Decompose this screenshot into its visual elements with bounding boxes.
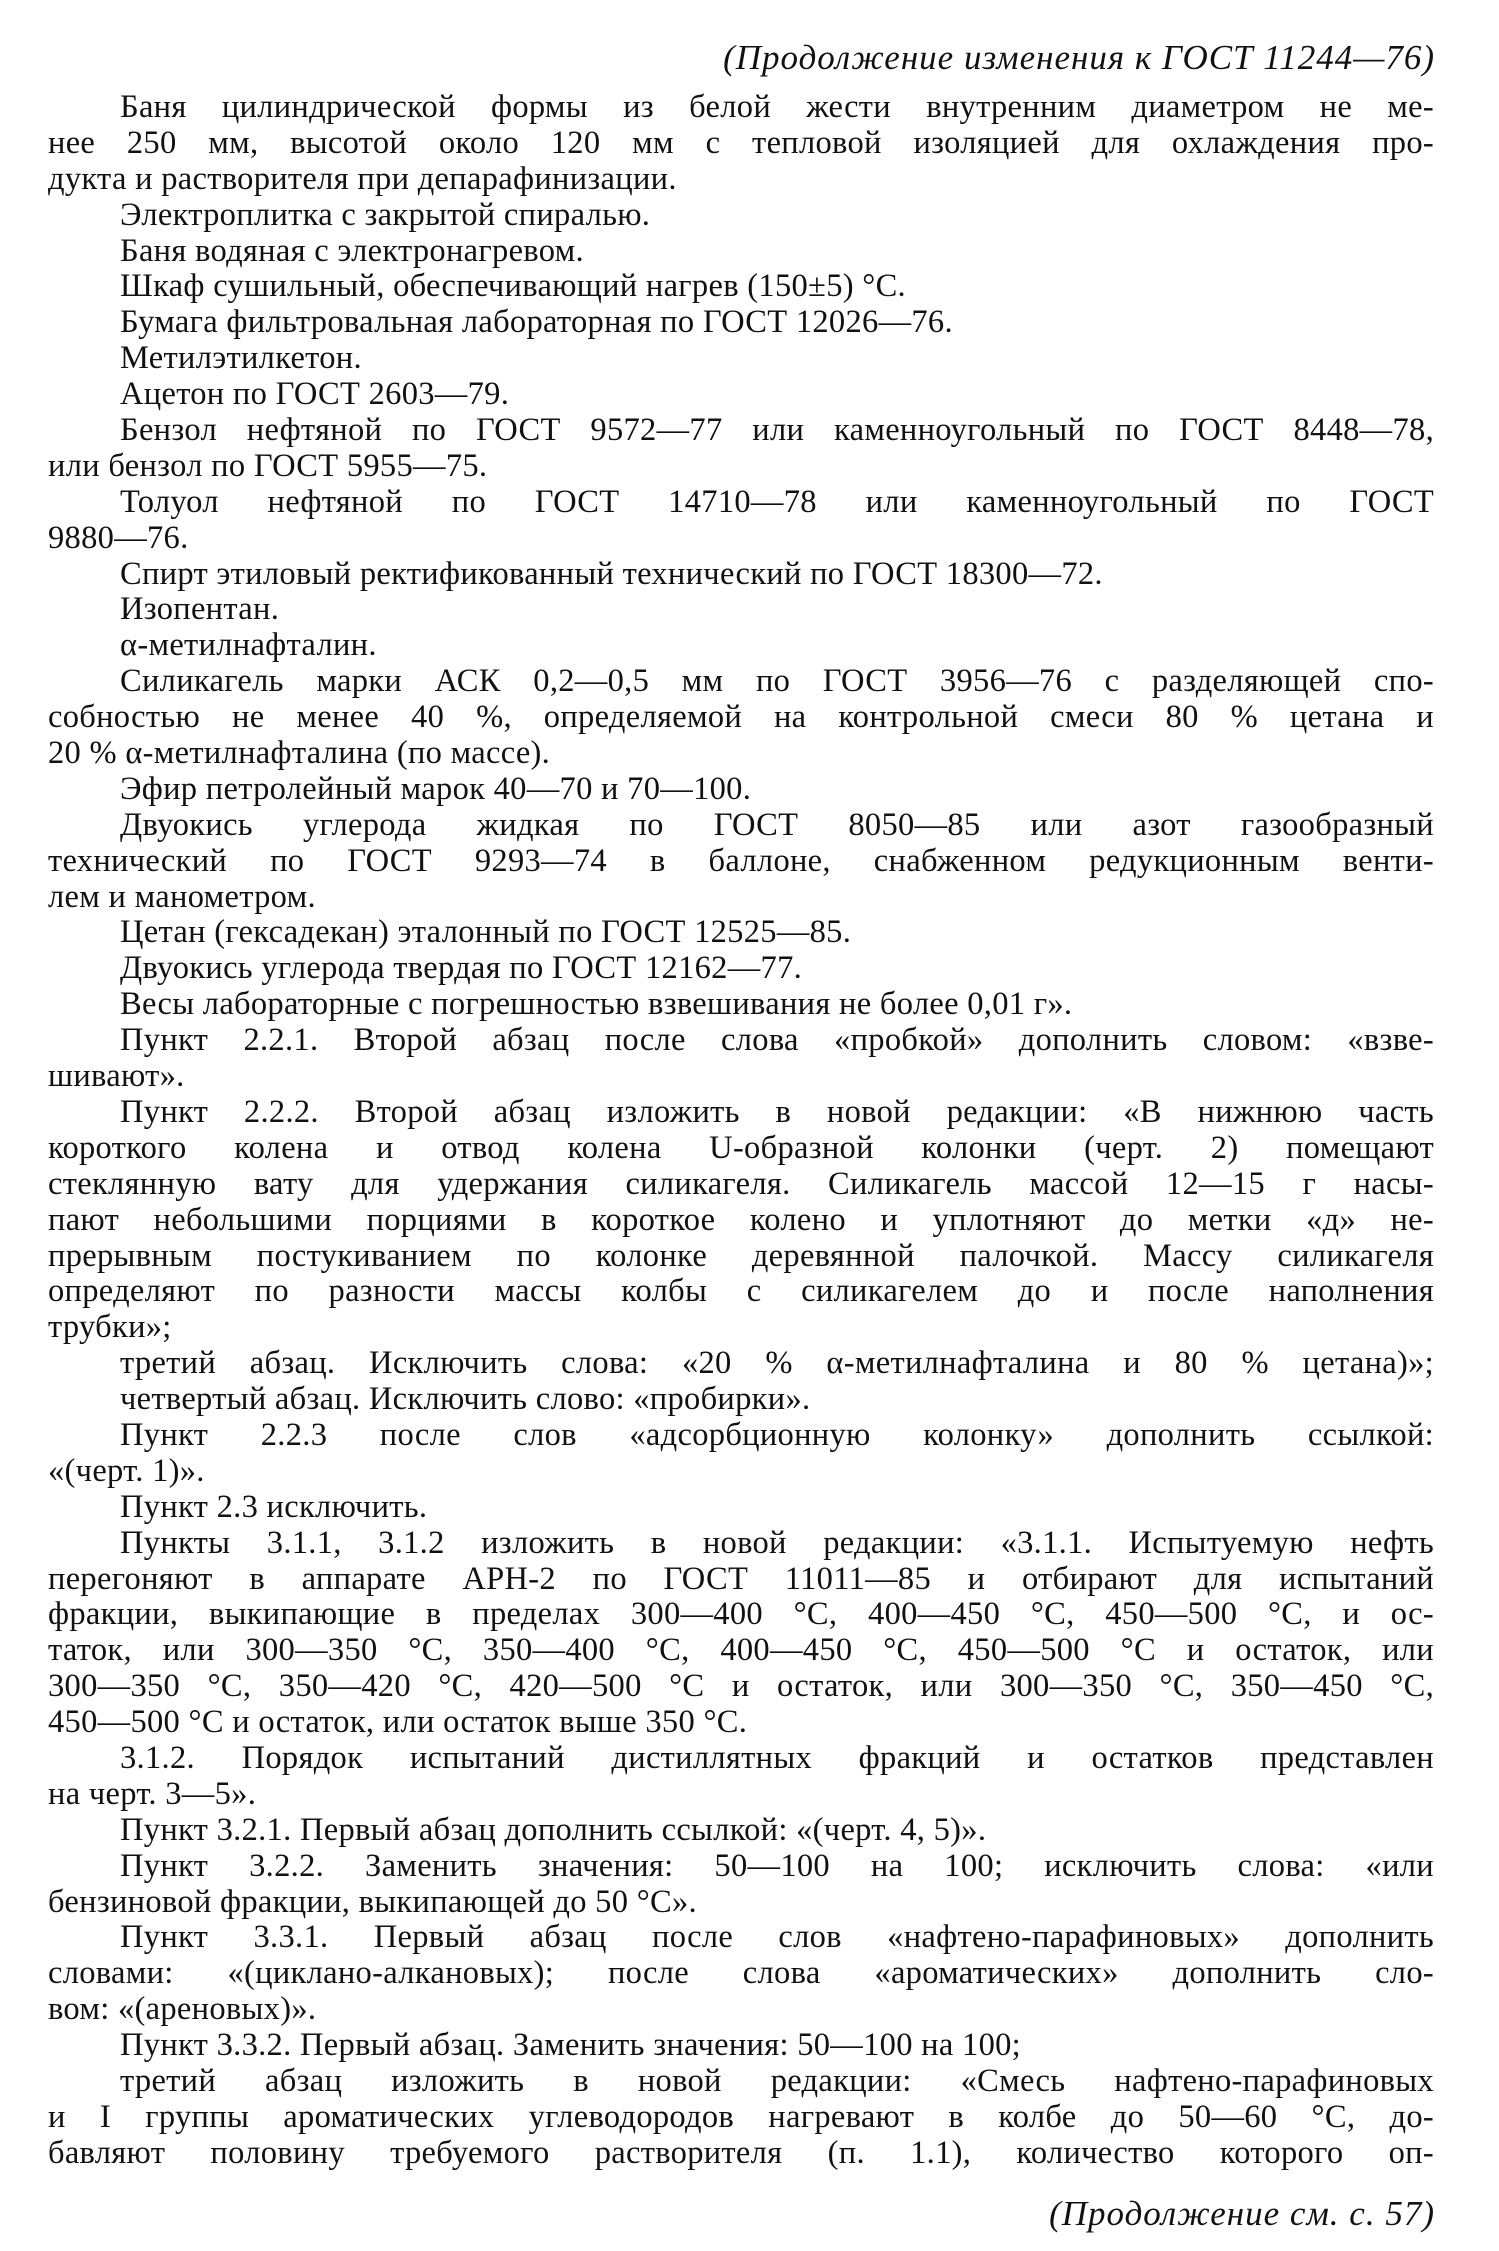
text-line: Пункт 2.2.1. Второй абзац после слова «пробкой» дополнить словом: «взве-: [120, 1022, 1434, 1059]
text-line: Спирт этиловый ректификованный технический по ГОСТ 18300—72.: [120, 555, 1103, 592]
text-line: Бумага фильтровальная лабораторная по ГОСТ 12026—76.: [120, 304, 953, 341]
text-line: третий абзац изложить в новой редакции: «Смесь нафтено-парафиновых: [120, 2062, 1434, 2099]
text-line: Силикагель марки АСК 0,2—0,5 мм по ГОСТ 3956—76 с разделяющей спо-: [120, 663, 1434, 700]
text-line: α-метилнафталин.: [120, 627, 377, 664]
text-line: Изопентан.: [120, 591, 280, 628]
continuation-footer: (Продолжение см. с. 57): [1049, 2194, 1435, 2233]
text-line: трубки»;: [48, 1309, 172, 1346]
text-line: лем и манометром.: [48, 878, 316, 915]
text-line: Толуол нефтяной по ГОСТ 14710—78 или каменноугольный по ГОСТ: [120, 483, 1434, 520]
text-line: таток, или 300—350 °С, 350—400 °С, 400—450 °С, 450—500 °С и остаток, или: [48, 1632, 1434, 1669]
text-line: перегоняют в аппарате АРН-2 по ГОСТ 11011—85 и отбирают для испытаний: [48, 1560, 1434, 1597]
text-line: нее 250 мм, высотой около 120 мм с тепловой изоляцией для охлаждения про-: [48, 124, 1434, 161]
text-line: фракции, выкипающие в пределах 300—400 °С, 400—450 °С, 450—500 °С, и ос-: [48, 1596, 1434, 1633]
text-line: четвертый абзац. Исключить слово: «пробирки».: [120, 1381, 811, 1418]
text-line: Пункт 2.2.2. Второй абзац изложить в новой редакции: «В нижнюю часть: [120, 1093, 1434, 1130]
text-line: Баня цилиндрической формы из белой жести внутренним диаметром не ме-: [120, 89, 1434, 125]
text-line: Шкаф сушильный, обеспечивающий нагрев (150±5) °С.: [120, 268, 906, 305]
text-line: Пункт 2.2.3 после слов «адсорбционную колонку» дополнить ссылкой:: [120, 1416, 1434, 1453]
text-line: или бензол по ГОСТ 5955—75.: [48, 447, 488, 484]
text-line: Пункты 3.1.1, 3.1.2 изложить в новой редакции: «3.1.1. Испытуемую нефть: [120, 1524, 1434, 1561]
text-line: Пункт 3.2.1. Первый абзац дополнить ссылкой: «(черт. 4, 5)».: [120, 1811, 987, 1848]
text-line: прерывным постукиванием по колонке деревянной палочкой. Массу силикагеля: [48, 1237, 1434, 1274]
text-line: стеклянную вату для удержания силикагеля. Силикагель массой 12—15 г насы-: [48, 1165, 1434, 1202]
text-line: «(черт. 1)».: [48, 1452, 205, 1489]
body-text: [48, 90, 1434, 2172]
text-line: Пункт 3.3.2. Первый абзац. Заменить значения: 50—100 на 100;: [120, 2027, 1022, 2064]
text-line: на черт. 3—5».: [48, 1775, 257, 1812]
text-line: Пункт 2.3 исключить.: [120, 1488, 428, 1525]
text-line: шивают».: [48, 1058, 185, 1095]
text-line: Ацетон по ГОСТ 2603—79.: [120, 376, 510, 413]
text-line: 9880—76.: [48, 519, 189, 556]
text-line: 450—500 °С и остаток, или остаток выше 350 °С.: [48, 1704, 748, 1741]
text-line: Бензол нефтяной по ГОСТ 9572—77 или каменноугольный по ГОСТ 8448—78,: [120, 412, 1434, 449]
text-line: Баня водяная с электронагревом.: [120, 232, 584, 269]
continuation-header: (Продолжение изменения к ГОСТ 11244—76): [723, 38, 1435, 77]
text-line: Метилэтилкетон.: [120, 340, 362, 377]
text-line: вом: «(ареновых)».: [48, 1991, 317, 2028]
text-line: бензиновой фракции, выкипающей до 50 °С».: [48, 1883, 697, 1920]
text-line: 300—350 °С, 350—420 °С, 420—500 °С и остаток, или 300—350 °С, 350—450 °С,: [48, 1668, 1434, 1705]
text-line: дукта и растворителя при депарафинизации.: [48, 160, 677, 197]
text-line: 20 % α-метилнафталина (по массе).: [48, 735, 551, 772]
text-line: технический по ГОСТ 9293—74 в баллоне, снабженном редукционным венти-: [48, 842, 1434, 879]
text-line: и I группы ароматических углеводородов нагревают в колбе до 50—60 °С, до-: [48, 2098, 1434, 2135]
text-line: словами: «(циклано-алкановых); после слова «ароматических» дополнить сло-: [48, 1955, 1434, 1992]
text-line: определяют по разности массы колбы с силикагелем до и после наполнения: [48, 1273, 1434, 1310]
text-line: третий абзац. Исключить слова: «20 % α-метилнафталина и 80 % цетана)»;: [120, 1345, 1434, 1382]
text-line: 3.1.2. Порядок испытаний дистиллятных фракций и остатков представлен: [120, 1739, 1434, 1776]
text-line: Двуокись углерода твердая по ГОСТ 12162—77.: [120, 950, 803, 987]
text-line: собностью не менее 40 %, определяемой на контрольной смеси 80 % цетана и: [48, 699, 1434, 736]
text-line: Цетан (гексадекан) эталонный по ГОСТ 12525—85.: [120, 914, 852, 951]
text-line: Пункт 3.3.1. Первый абзац после слов «нафтено-парафиновых» дополнить: [120, 1919, 1434, 1956]
text-line: Пункт 3.2.2. Заменить значения: 50—100 на 100; исключить слова: «или: [120, 1847, 1434, 1884]
text-line: короткого колена и отвод колена U-образной колонки (черт. 2) помещают: [48, 1129, 1434, 1166]
text-line: пают небольшими порциями в короткое колено и уплотняют до метки «д» не-: [48, 1201, 1434, 1238]
text-line: Электроплитка с закрытой спиралью.: [120, 196, 651, 233]
text-line: Эфир петролейный марок 40—70 и 70—100.: [120, 770, 752, 807]
text-line: бавляют половину требуемого растворителя (п. 1.1), количество которого оп-: [48, 2134, 1434, 2171]
text-line: Двуокись углерода жидкая по ГОСТ 8050—85 или азот газообразный: [120, 806, 1434, 843]
text-line: Весы лабораторные с погрешностью взвешивания не более 0,01 г».: [120, 986, 1073, 1023]
